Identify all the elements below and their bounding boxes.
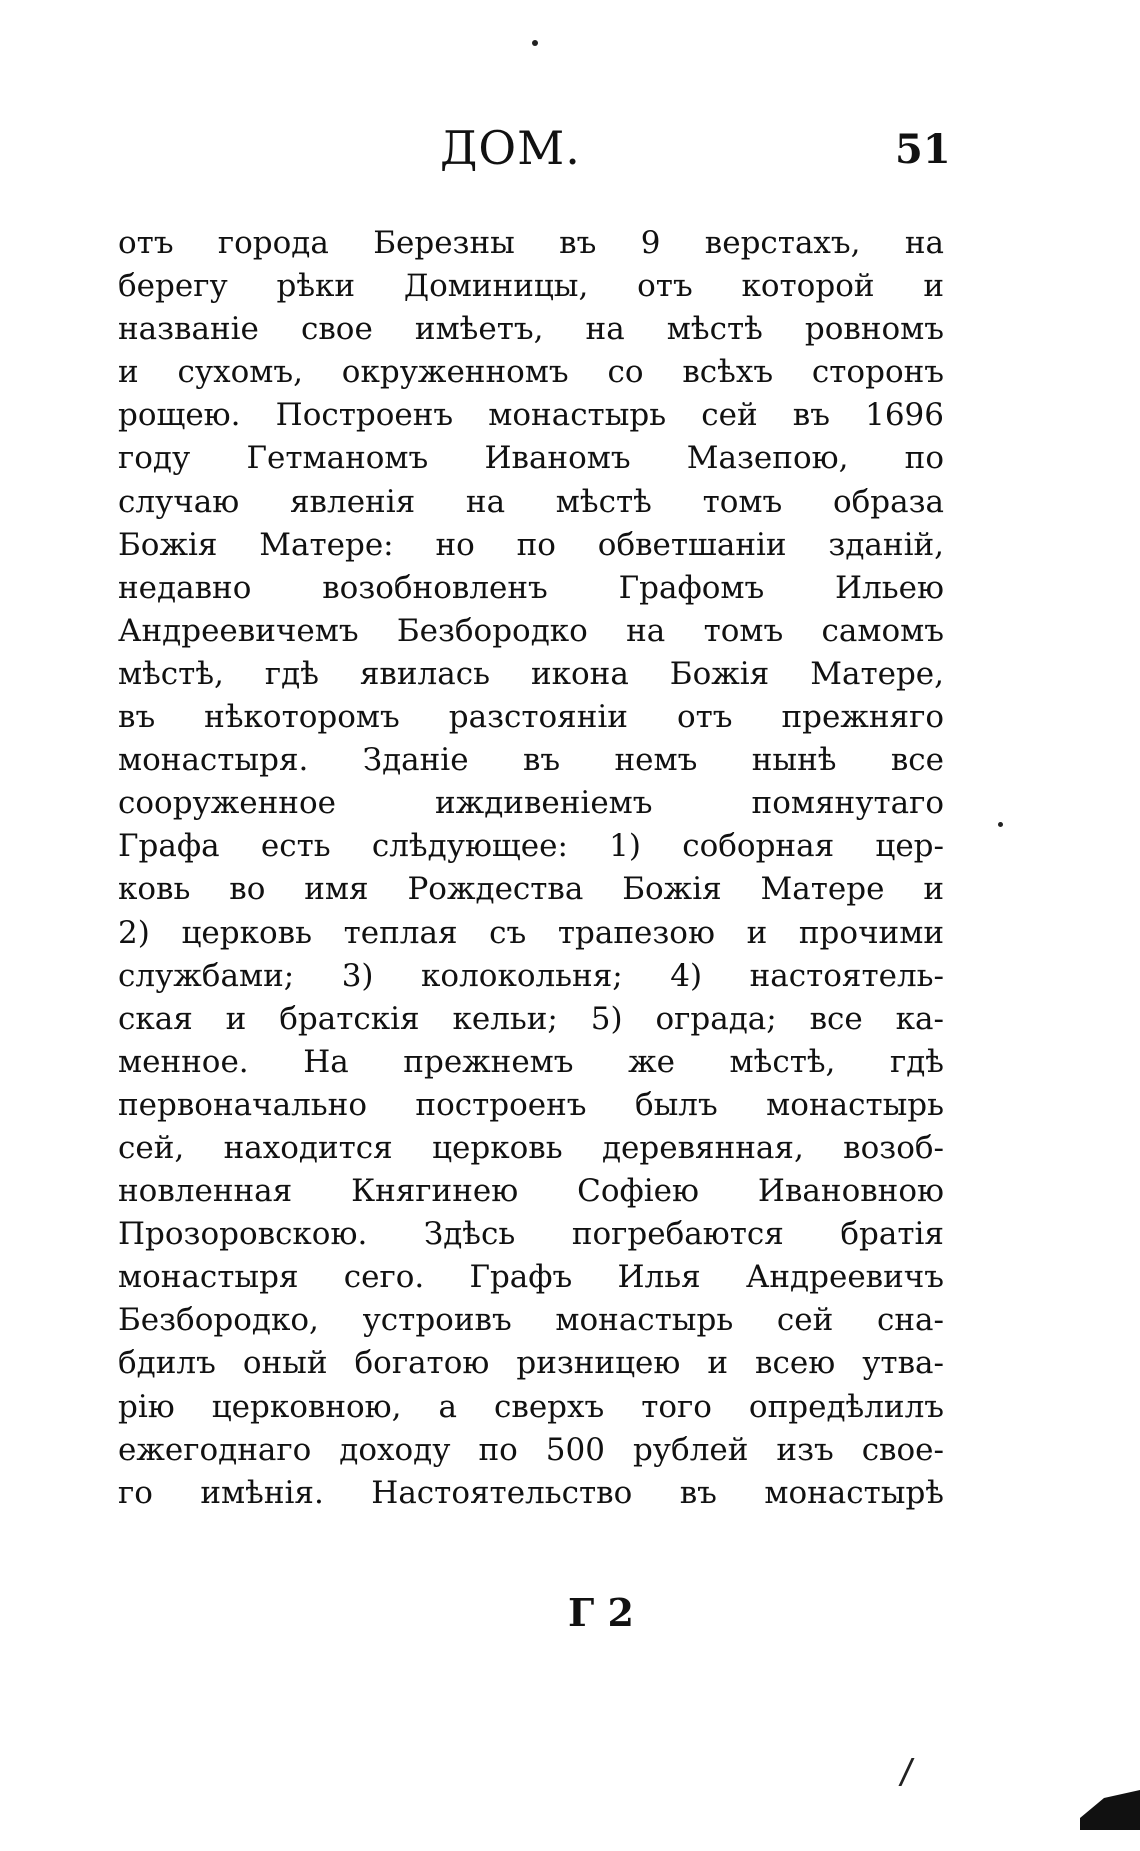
text-line: мѣстѣ, гдѣ явилась икона Божія Матере, <box>118 655 944 692</box>
text-line: го имѣнія. Настоятельство въ монастырѣ <box>118 1474 944 1511</box>
ink-speck <box>532 40 538 46</box>
text-line: Андреевичемъ Безбородко на томъ самомъ <box>118 612 944 649</box>
text-line: бдилъ оный богатою ризницею и всею утва- <box>118 1345 944 1382</box>
text-line: ковь во имя Рождества Божія Матере и <box>118 871 944 908</box>
text-line: берегу рѣки Доминицы, отъ которой и <box>118 268 944 305</box>
text-line: новленная Княгинею Софіею Ивановною <box>118 1173 944 1210</box>
text-line: въ нѣкоторомъ разстояніи отъ прежняго <box>118 699 944 736</box>
page-title: ДОМ. <box>440 121 581 175</box>
text-line: монастыря. Зданіе въ немъ нынѣ все <box>118 742 944 779</box>
text-line: и сухомъ, окруженномъ со всѣхъ сторонъ <box>118 354 944 391</box>
text-line: Прозоровскою. Здѣсь погребаются братія <box>118 1216 944 1253</box>
text-line: Графа есть слѣдующее: 1) соборная цер- <box>118 828 944 865</box>
ink-speck <box>998 822 1003 827</box>
text-line: рію церковною, а сверхъ того опредѣлилъ <box>118 1388 944 1425</box>
text-line: менное. На прежнемъ же мѣстѣ, гдѣ <box>118 1043 944 1080</box>
text-line: отъ города Березны въ 9 верстахъ, на <box>118 225 944 261</box>
text-line: 2) церковь теплая съ трапезою и прочими <box>118 914 944 951</box>
text-line: ежегоднаго доходу по 500 рублей изъ свое- <box>118 1431 944 1468</box>
text-line: Безбородко, устроивъ монастырь сей сна- <box>118 1302 944 1339</box>
text-line: службами; 3) колокольня; 4) настоятель- <box>118 957 944 994</box>
text-line: году Гетманомъ Иваномъ Мазепою, по <box>118 440 944 477</box>
text-line: сооруженное иждивеніемъ помянутаго <box>118 785 944 822</box>
body-text <box>118 222 944 1515</box>
text-line: ская и братскія кельи; 5) ограда; все ка- <box>118 1000 944 1037</box>
text-line: случаю явленія на мѣстѣ томъ образа <box>118 483 944 520</box>
text-line: монастыря сего. Графъ Илья Андреевичъ <box>118 1259 944 1296</box>
signature-mark: Г 2 <box>568 1590 634 1635</box>
edge-smudge <box>1080 1790 1140 1830</box>
page-number: 51 <box>895 126 951 173</box>
text-line: первоначально построенъ былъ монастырь <box>118 1086 944 1123</box>
text-line: сей, находится церковь деревянная, возоб- <box>118 1129 944 1166</box>
text-line: недавно возобновленъ Графомъ Ильею <box>118 569 944 606</box>
running-head <box>0 118 1140 178</box>
text-line: названіе свое имѣетъ, на мѣстѣ ровномъ <box>118 311 944 348</box>
text-line: Божія Матере: но по обветшаніи зданій, <box>118 526 944 563</box>
text-line: рощею. Построенъ монастырь сей въ 1696 <box>118 397 944 434</box>
pen-mark <box>898 1758 936 1786</box>
